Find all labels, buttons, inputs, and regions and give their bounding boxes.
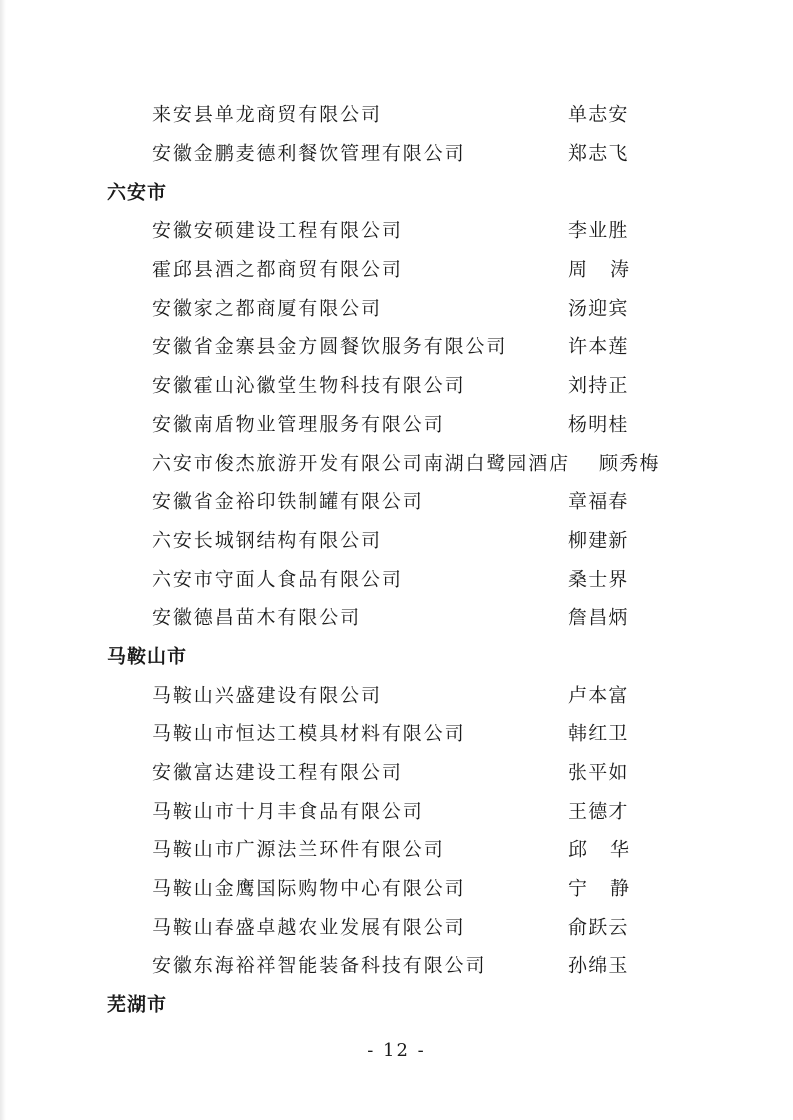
company-name: 安徽东海裕祥智能装备科技有限公司 — [152, 954, 487, 977]
person-name: 韩红卫 — [568, 722, 629, 745]
company-name: 安徽省金裕印铁制罐有限公司 — [152, 490, 424, 513]
person-name: 李业胜 — [568, 219, 629, 242]
person-name: 许本莲 — [568, 335, 629, 358]
person-name: 顾秀梅 — [599, 452, 660, 475]
company-name: 马鞍山市恒达工模具材料有限公司 — [152, 722, 466, 745]
list-item — [0, 906, 793, 945]
list-item — [0, 133, 793, 172]
list-item — [0, 94, 793, 133]
list-item — [0, 829, 793, 868]
list-item — [0, 713, 793, 752]
company-name: 安徽霍山沁徽堂生物科技有限公司 — [152, 374, 466, 397]
company-name: 六安长城钢结构有限公司 — [152, 529, 382, 552]
company-name: 安徽富达建设工程有限公司 — [152, 761, 403, 784]
list-item — [0, 249, 793, 288]
person-name: 张平如 — [568, 761, 629, 784]
list-item — [0, 404, 793, 443]
person-name: 周涛 — [568, 258, 653, 281]
company-name: 安徽金鹏麦德利餐饮管理有限公司 — [152, 142, 466, 165]
person-name: 俞跃云 — [568, 916, 629, 939]
person-name: 詹昌炳 — [568, 606, 629, 629]
list-item — [0, 326, 793, 365]
person-name: 卢本富 — [568, 684, 629, 707]
company-name: 马鞍山兴盛建设有限公司 — [152, 684, 382, 707]
person-name: 宁静 — [568, 877, 653, 900]
list-item — [0, 558, 793, 597]
person-name: 单志安 — [568, 103, 629, 126]
company-name: 安徽南盾物业管理服务有限公司 — [152, 413, 445, 436]
person-name: 章福春 — [568, 490, 629, 513]
list-item — [0, 790, 793, 829]
company-name: 安徽安硕建设工程有限公司 — [152, 219, 403, 242]
list-item — [0, 210, 793, 249]
company-name: 马鞍山市广源法兰环件有限公司 — [152, 838, 445, 861]
person-name: 邱华 — [568, 838, 653, 861]
city-heading: 六安市 — [107, 181, 168, 204]
award-list — [0, 94, 793, 1023]
person-name: 孙绵玉 — [568, 954, 629, 977]
city-heading-row — [0, 636, 793, 675]
list-item — [0, 287, 793, 326]
person-name: 汤迎宾 — [568, 297, 629, 320]
city-heading-row — [0, 171, 793, 210]
list-item — [0, 674, 793, 713]
company-name: 马鞍山春盛卓越农业发展有限公司 — [152, 916, 466, 939]
city-heading-row — [0, 984, 793, 1023]
list-item — [0, 442, 793, 481]
city-heading: 芜湖市 — [107, 993, 168, 1016]
company-name: 霍邱县酒之都商贸有限公司 — [152, 258, 403, 281]
company-name: 安徽省金寨县金方圆餐饮服务有限公司 — [152, 335, 508, 358]
list-item — [0, 520, 793, 559]
company-name: 六安市守面人食品有限公司 — [152, 568, 403, 591]
list-item — [0, 868, 793, 907]
list-item — [0, 945, 793, 984]
person-name: 柳建新 — [568, 529, 629, 552]
company-name: 六安市俊杰旅游开发有限公司南湖白鹭园酒店 — [152, 452, 571, 475]
company-name: 安徽家之都商厦有限公司 — [152, 297, 382, 320]
company-name: 来安县单龙商贸有限公司 — [152, 103, 382, 126]
person-name: 王德才 — [568, 800, 629, 823]
person-name: 郑志飞 — [568, 142, 629, 165]
person-name: 刘持正 — [568, 374, 629, 397]
list-item — [0, 597, 793, 636]
city-heading: 马鞍山市 — [107, 645, 188, 668]
person-name: 桑士界 — [568, 568, 629, 591]
company-name: 马鞍山金鹰国际购物中心有限公司 — [152, 877, 466, 900]
list-item — [0, 752, 793, 791]
list-item — [0, 365, 793, 404]
company-name: 安徽德昌苗木有限公司 — [152, 606, 362, 629]
list-item — [0, 481, 793, 520]
page-number: - 12 - — [367, 1040, 426, 1061]
company-name: 马鞍山市十月丰食品有限公司 — [152, 800, 424, 823]
person-name: 杨明桂 — [568, 413, 629, 436]
